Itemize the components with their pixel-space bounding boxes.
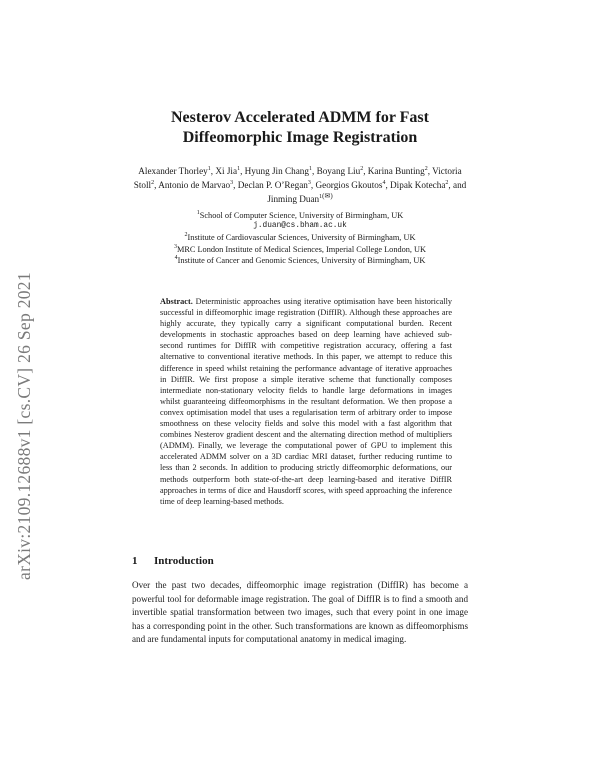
- paper-title: [132, 108, 468, 148]
- affiliation: $^2$Institute of Cardiovascular Sciences, University of Birmingham, UK: [184, 232, 416, 243]
- author: Jinming Duan: [267, 194, 320, 204]
- author: Boyang Liu: [316, 166, 361, 176]
- abstract: [160, 296, 452, 507]
- section-heading: [132, 555, 214, 567]
- section-title: Introduction: [154, 555, 214, 567]
- author: Hyung Jin Chang: [244, 166, 309, 176]
- abstract-label: Abstract.: [160, 297, 193, 306]
- section-number: 1: [132, 555, 138, 567]
- arxiv-identifier: arXiv:2109.12688v1 [cs.CV] 26 Sep 2021: [14, 272, 34, 580]
- author-list: Alexander Thorley$^1$, Xi Jia$^1$, Hyung Jin Chang$^1$, Boyang Liu$^2$, Karina Bunting$^2$, Victoria Stoll$^2$, Antonio de Marvao$^3$, Declan P. O’Regan$^3$, Georgios Gkoutos$^4$, Dipak Kotecha$^2$, and Jinming Duan$^{1(✉)}$: [133, 166, 467, 204]
- author: Victoria Stoll: [133, 166, 462, 190]
- affiliation: $^3$MRC London Institute of Medical Sciences, Imperial College London, UK: [173, 243, 427, 254]
- author: Alexander Thorley: [138, 166, 208, 176]
- author: Georgios Gkoutos: [315, 180, 383, 190]
- author: Karina Bunting: [367, 166, 425, 176]
- envelope-icon: (✉): [322, 192, 333, 200]
- author: Declan P. O’Regan: [237, 180, 308, 190]
- email[interactable]: j.duan@cs.bham.ac.uk: [253, 222, 347, 231]
- affiliation-list: [132, 210, 468, 266]
- intro-paragraph: Over the past two decades, diffeomorphic image registration (DiffIR) has become a powerful tool for deformable image registration. The goal of DiffIR is to find a smooth and invertible spatial transformation between two images, such that every point in one image has a corresponding point in the other. Such transformations are known as diffeomorphisms and are fundamental inputs for computational anatomy in medical imaging.: [132, 580, 468, 645]
- author: Xi Jia: [215, 166, 238, 176]
- affiliation: $^1$School of Computer Science, University of Birmingham, UK: [196, 210, 404, 220]
- author: Antonio de Marvao: [158, 180, 231, 190]
- author: Dipak Kotecha: [390, 180, 446, 190]
- title-line-2: Diffeomorphic Image Registration: [182, 129, 418, 146]
- affiliation: $^4$Institute of Cancer and Genomic Sciences, University of Birmingham, UK: [174, 254, 426, 265]
- abstract-text: Deterministic approaches using iterative optimisation have been historically successful in diffeomorphic image registration (DiffIR). Although these approaches are highly accurate, they typically carry a significant computational burden. Recent developments in stochastic approaches based on deep learning have achieved sub-second runtimes for DiffIR with competitive registration accuracy, offering a fast alternative to conventional iterative methods. In this paper, we attempt to reduce this difference in speed whilst retaining the performance advantage of iterative approaches in DiffIR. We first propose a simple iterative scheme that functionally composes intermediate non-stationary velocity fields to handle large deformations in images whilst guaranteeing diffeomorphisms in the resultant deformation. We then propose a convex optimisation model that uses a regularisation term of arbitrary order to impose smoothness on these velocity fields and solve this model with a fast algorithm that combines Nesterov gradient descent and the alternating direction method of multipliers (ADMM). Finally, we leverage the computational power of GPU to implement this accelerated ADMM solver on a 3D cardiac MRI dataset, further reducing runtime to less than 2 seconds. In addition to producing strictly diffeomorphic deformations, our methods outperform both state-of-the-art deep learning-based and iterative DiffIR approaches in terms of dice and Hausdorff scores, with speed approaching the inference time of deep learning-based methods.: [160, 297, 452, 506]
- title-line-1: Nesterov Accelerated ADMM for Fast: [171, 109, 429, 126]
